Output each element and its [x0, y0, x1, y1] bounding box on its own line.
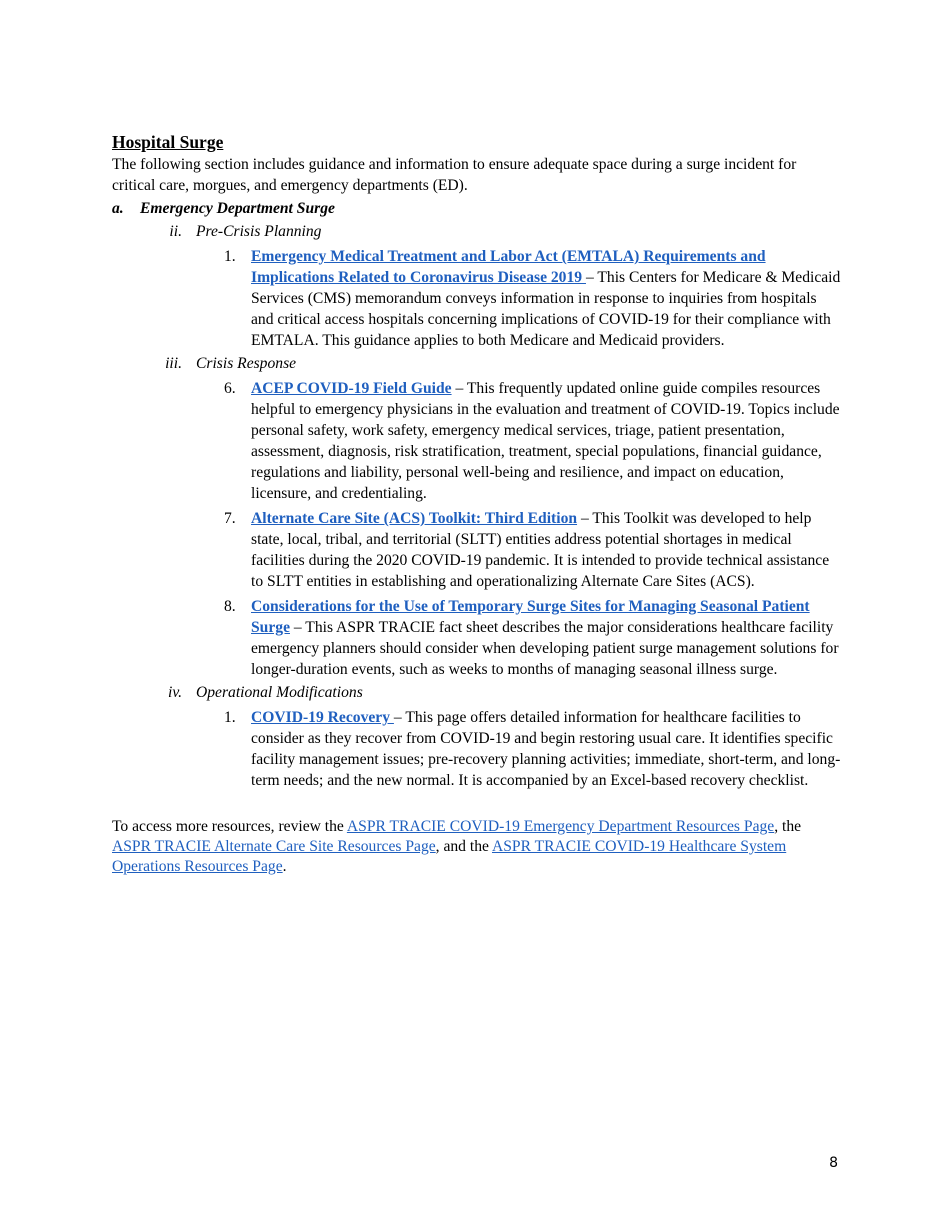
- emtala-link[interactable]: Emergency Medical Treatment and Labor Act (EMTALA) Requirements and Implications Related to Coronavirus Disease 2019: [251, 248, 766, 286]
- group-heading-operational: [112, 682, 842, 703]
- group-title: Pre-Crisis Planning: [196, 223, 322, 240]
- closing-paragraph: [112, 817, 842, 877]
- list-item: [112, 508, 842, 592]
- acs-toolkit-link[interactable]: Alternate Care Site (ACS) Toolkit: Third Edition: [251, 510, 578, 527]
- item-description: – This page offers detailed information for healthcare facilities to consider as they recover from COVID-19 and begin restoring usual care. It identifies specific facility management issues; pre-recovery planning activities; immediate, short-term, and long-term needs; and the new normal. It is accompanied by an Excel-based recovery checklist.: [251, 709, 841, 789]
- item-number: 1.: [224, 248, 236, 265]
- item-description: – This ASPR TRACIE fact sheet describes the major considerations healthcare facility emergency planners should consider when developing patient surge management solutions for longer-duration events, such as weeks to months of managing seasonal illness surge.: [251, 619, 839, 678]
- item-description: – This Toolkit was developed to help state, local, tribal, and territorial (SLTT) entities address potential shortages in medical facilities during the 2020 COVID-19 pandemic. It is intended to provide technical assistance to SLTT entities in establishing and operationalizing Alternate Care Sites (ACS).: [251, 510, 830, 590]
- item-number: 8.: [224, 598, 236, 615]
- group-marker: ii.: [169, 223, 182, 240]
- subsection-heading: [112, 198, 842, 219]
- closing-mid-2: , and the: [435, 838, 492, 855]
- item-description: – This Centers for Medicare & Medicaid Services (CMS) memorandum conveys information in response to inquiries from hospitals and critical access hospitals concerning implications of COVID-19 for their compliance with EMTALA. This guidance applies to both Medicare and Medicaid providers.: [251, 269, 841, 349]
- temporary-surge-sites-link[interactable]: Considerations for the Use of Temporary Surge Sites for Managing Seasonal Patient Surge: [251, 598, 810, 636]
- subsection-marker: a.: [112, 200, 124, 217]
- section-intro: The following section includes guidance and information to ensure adequate space during a surge incident for critical care, morgues, and emergency departments (ED).: [112, 156, 797, 194]
- group-marker: iv.: [168, 684, 182, 701]
- group-title: Operational Modifications: [196, 684, 363, 701]
- page-number: 8: [829, 1155, 838, 1171]
- acs-resources-link[interactable]: ASPR TRACIE Alternate Care Site Resources Page: [112, 838, 436, 855]
- ed-resources-link[interactable]: ASPR TRACIE COVID-19 Emergency Department Resources Page: [346, 818, 775, 835]
- closing-mid-1: , the: [774, 818, 802, 835]
- covid-recovery-link[interactable]: COVID-19 Recovery: [251, 709, 394, 726]
- group-marker: iii.: [165, 355, 182, 372]
- list-item: [112, 246, 842, 351]
- list-item: [112, 596, 842, 680]
- item-description: – This frequently updated online guide compiles resources helpful to emergency physicians in the evaluation and treatment of COVID-19. Topics include personal safety, work safety, emergency medical services, triage, patient presentation, assessment, diagnosis, risk stratification, treatment, special populations, financial guidance, regulations and liability, personal well-being and resilience, and impact on education, licensure, and credentialing.: [251, 380, 840, 502]
- item-number: 1.: [224, 709, 236, 726]
- closing-suffix: .: [282, 858, 287, 875]
- healthcare-operations-link[interactable]: ASPR TRACIE COVID-19 Healthcare System Operations Resources Page: [112, 838, 787, 875]
- group-heading-pre-crisis: [112, 221, 842, 242]
- closing-prefix: To access more resources, review the: [112, 818, 347, 835]
- acep-field-guide-link[interactable]: ACEP COVID-19 Field Guide: [251, 380, 452, 397]
- subsection-title: Emergency Department Surge: [140, 200, 335, 217]
- section-title: Hospital Surge: [112, 132, 224, 152]
- group-heading-crisis-response: [112, 353, 842, 374]
- list-item: [112, 707, 842, 791]
- item-number: 7.: [224, 510, 236, 527]
- group-title: Crisis Response: [196, 355, 297, 372]
- item-number: 6.: [224, 380, 236, 397]
- list-item: [112, 378, 842, 504]
- page-content: [112, 130, 842, 877]
